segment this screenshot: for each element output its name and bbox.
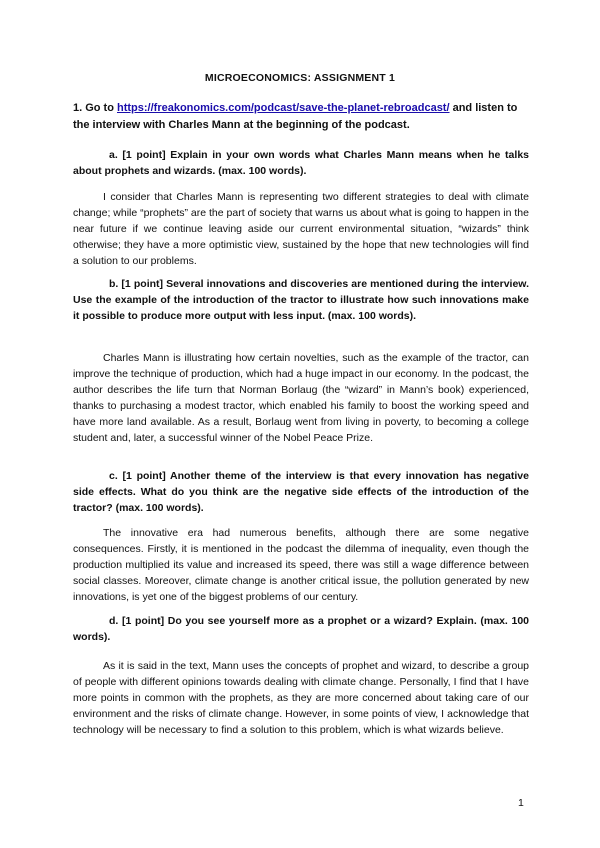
answer-1c: The innovative era had numerous benefits, although there are some negative consequences. Firstly, it is mentioned in the podcast the dilemma of inequality, even though the production multiplied its value and increased its speed, there was still a wage difference between social classes. Moreover, climate change is another critical issue, the pollution generated by new innovations, is yet one of the biggest problems of our century.: [73, 527, 529, 603]
answer-1d: As it is said in the text, Mann uses the concepts of prophet and wizard, to describe a group of people with different opinions towards dealing with climate change. Personally, I find that I have more points in common with the prophets, as they are more concerned about taking care of our environment and the risks of climate change. However, in some points of view, I acknowledge that technology will be necessary to find a solution to this problem, which is what wizards believe.: [73, 660, 529, 736]
question-1-prefix: 1. Go to: [73, 102, 117, 114]
question-1d: d. [1 point] Do you see yourself more as a prophet or a wizard? Explain. (max. 100 words).: [73, 615, 529, 643]
question-1a: a. [1 point] Explain in your own words what Charles Mann means when he talks about prophets and wizards. (max. 100 words).: [73, 149, 529, 177]
podcast-link[interactable]: https://freakonomics.com/podcast/save-the-planet-rebroadcast/: [117, 102, 450, 114]
question-1c: c. [1 point] Another theme of the interview is that every innovation has negative side effects. What do you think are the negative side effects of the introduction of the tractor? (max. 100 words).: [73, 470, 529, 514]
answer-1a: I consider that Charles Mann is representing two different strategies to deal with climate change; while “prophets” are the part of society that warns us about what is going to happen in the near future if we continue leaving aside our current environmental situation, “wizards” think otherwise; they have a more optimistic view, sustained by the hope that new technologies will find a solution to our problems.: [73, 191, 529, 267]
question-1b: b. [1 point] Several innovations and discoveries are mentioned during the interview. Use the example of the introduction of the tractor to illustrate how such innovations make it possible to produce more output with less input. (max. 100 words).: [73, 278, 529, 322]
question-1-suffix: and listen to the interview with Charles Mann at the beginning of the podcast.: [73, 102, 518, 131]
page-number: 1: [518, 797, 524, 809]
question-1: [73, 100, 529, 134]
answer-1b: Charles Mann is illustrating how certain novelties, such as the example of the tractor, can improve the technique of production, which had a huge impact in our economy. In the podcast, the author describes the life turn that Norman Borlaug (the “wizard” in Mann’s book) experienced, thanks to purchasing a modest tractor, which enabled his family to boost the working speed and have more land available. As a result, Borlaug went from living in poverty, to becoming a college student and, later, a successful winner of the Nobel Peace Prize.: [73, 352, 529, 444]
assignment-title: MICROECONOMICS: ASSIGNMENT 1: [204, 72, 396, 84]
